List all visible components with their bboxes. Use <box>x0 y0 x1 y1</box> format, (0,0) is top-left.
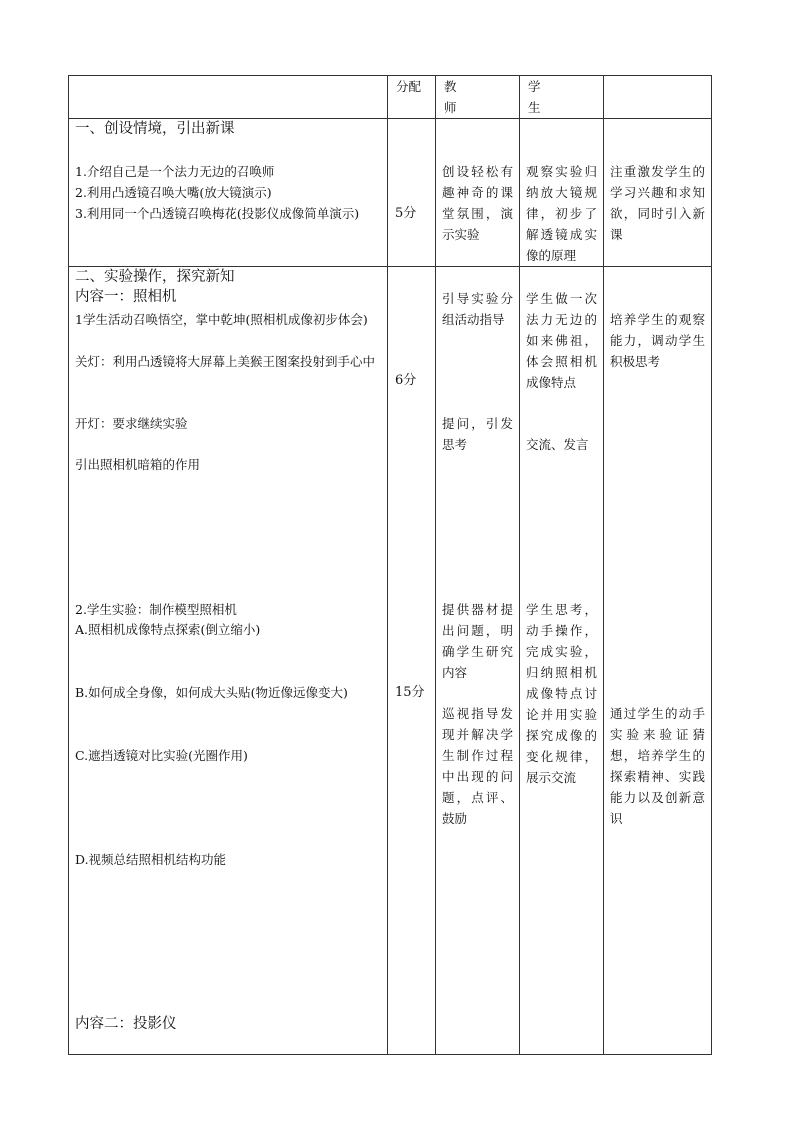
header-time-label: 分配 <box>396 79 422 94</box>
part1-line-4: 引出照相机暗箱的作用 <box>75 457 201 472</box>
part1-line-3: 开灯：要求继续实验 <box>75 416 188 431</box>
section1-line-2: 2.利用凸透镜召唤大嘴(放大镜演示) <box>75 185 272 200</box>
section1-student-text: 观察实验归纳放大镜规律，初步了解透镜成实像的原理 <box>526 164 597 263</box>
part1-teacher-a: 引导实验分组活动指导 <box>442 291 513 327</box>
section1-line-3: 3.利用同一个凸透镜召唤梅花(投影仪成像简单演示) <box>75 206 360 221</box>
part1-student-a: 学生做一次法力无边的如来佛祖，体会照相机成像特点 <box>526 291 597 390</box>
section2-student-cell <box>520 267 604 1055</box>
lesson-plan-table <box>68 75 712 1055</box>
header-student-cell <box>520 76 604 119</box>
header-intent-cell <box>604 76 712 119</box>
section1-line-1: 1.介绍自己是一个法力无边的召唤师 <box>75 164 275 179</box>
part2-line-4: C.遮挡透镜对比实验(光圈作用) <box>75 748 248 763</box>
section2-content-cell <box>69 267 388 1055</box>
part1-intent: 培养学生的观察能力，调动学生积极思考 <box>610 312 705 369</box>
part1-heading: 内容一：照相机 <box>75 289 177 305</box>
section1-intent-text: 注重激发学生的学习兴趣和求知欲，同时引入新课 <box>610 164 705 242</box>
section1-time: 5分 <box>395 206 417 221</box>
part3-heading: 内容二：投影仪 <box>75 1016 177 1032</box>
part1-line-2: 关灯：利用凸透镜将大屏幕上美猴王图案投射到手心中 <box>75 354 376 369</box>
part2-line-1: 2.学生实验：制作模型照相机 <box>75 602 237 617</box>
header-student-label: 学 生 <box>528 79 560 115</box>
header-teacher-label: 教 师 <box>444 79 476 115</box>
part2-student: 学生思考，动手操作，完成实验，归纳照相机成像特点讨论并用实验探究成像的变化规律，展示交流 <box>526 602 597 785</box>
section1-time-cell <box>388 119 436 267</box>
part1-student-b: 交流、发言 <box>526 437 589 452</box>
section1-content-cell <box>69 119 388 267</box>
part2-line-5: D.视频总结照相机结构功能 <box>75 852 227 867</box>
part1-line-1: 1学生活动召唤悟空，掌中乾坤(照相机成像初步体会) <box>75 312 368 327</box>
part2-teacher-a: 提供器材提出问题，明确学生研究内容 <box>442 602 513 680</box>
section1-student-cell <box>520 119 604 267</box>
section1-intent-cell <box>604 119 712 267</box>
part2-intent: 通过学生的动手实验来验证猜想，培养学生的探索精神、实践能力以及创新意识 <box>610 706 705 826</box>
header-time-cell <box>388 76 436 119</box>
part2-time: 15分 <box>395 685 425 700</box>
table-row-section1 <box>69 119 712 267</box>
table-row-section2 <box>69 267 712 1055</box>
section2-teacher-cell <box>436 267 520 1055</box>
section1-teacher-text: 创设轻松有趣神奇的课堂氛围，演示实验 <box>442 164 513 242</box>
part2-line-3: B.如何成全身像，如何成大头贴(物近像远像变大) <box>75 685 348 700</box>
section2-time-cell <box>388 267 436 1055</box>
part2-teacher-b: 巡视指导发现并解决学生制作过程中出现的问题，点评、鼓励 <box>442 706 513 826</box>
section2-heading: 二、实验操作，探究新知 <box>75 269 235 285</box>
section1-heading: 一、创设情境，引出新课 <box>75 121 235 137</box>
table-header-row <box>69 76 712 119</box>
part1-time: 6分 <box>395 373 417 388</box>
part1-teacher-b: 提问，引发思考 <box>442 416 513 452</box>
part2-line-2: A.照相机成像特点探索(倒立缩小) <box>75 622 261 637</box>
header-content-cell <box>69 76 388 119</box>
section2-intent-cell <box>604 267 712 1055</box>
header-teacher-cell <box>436 76 520 119</box>
section1-teacher-cell <box>436 119 520 267</box>
